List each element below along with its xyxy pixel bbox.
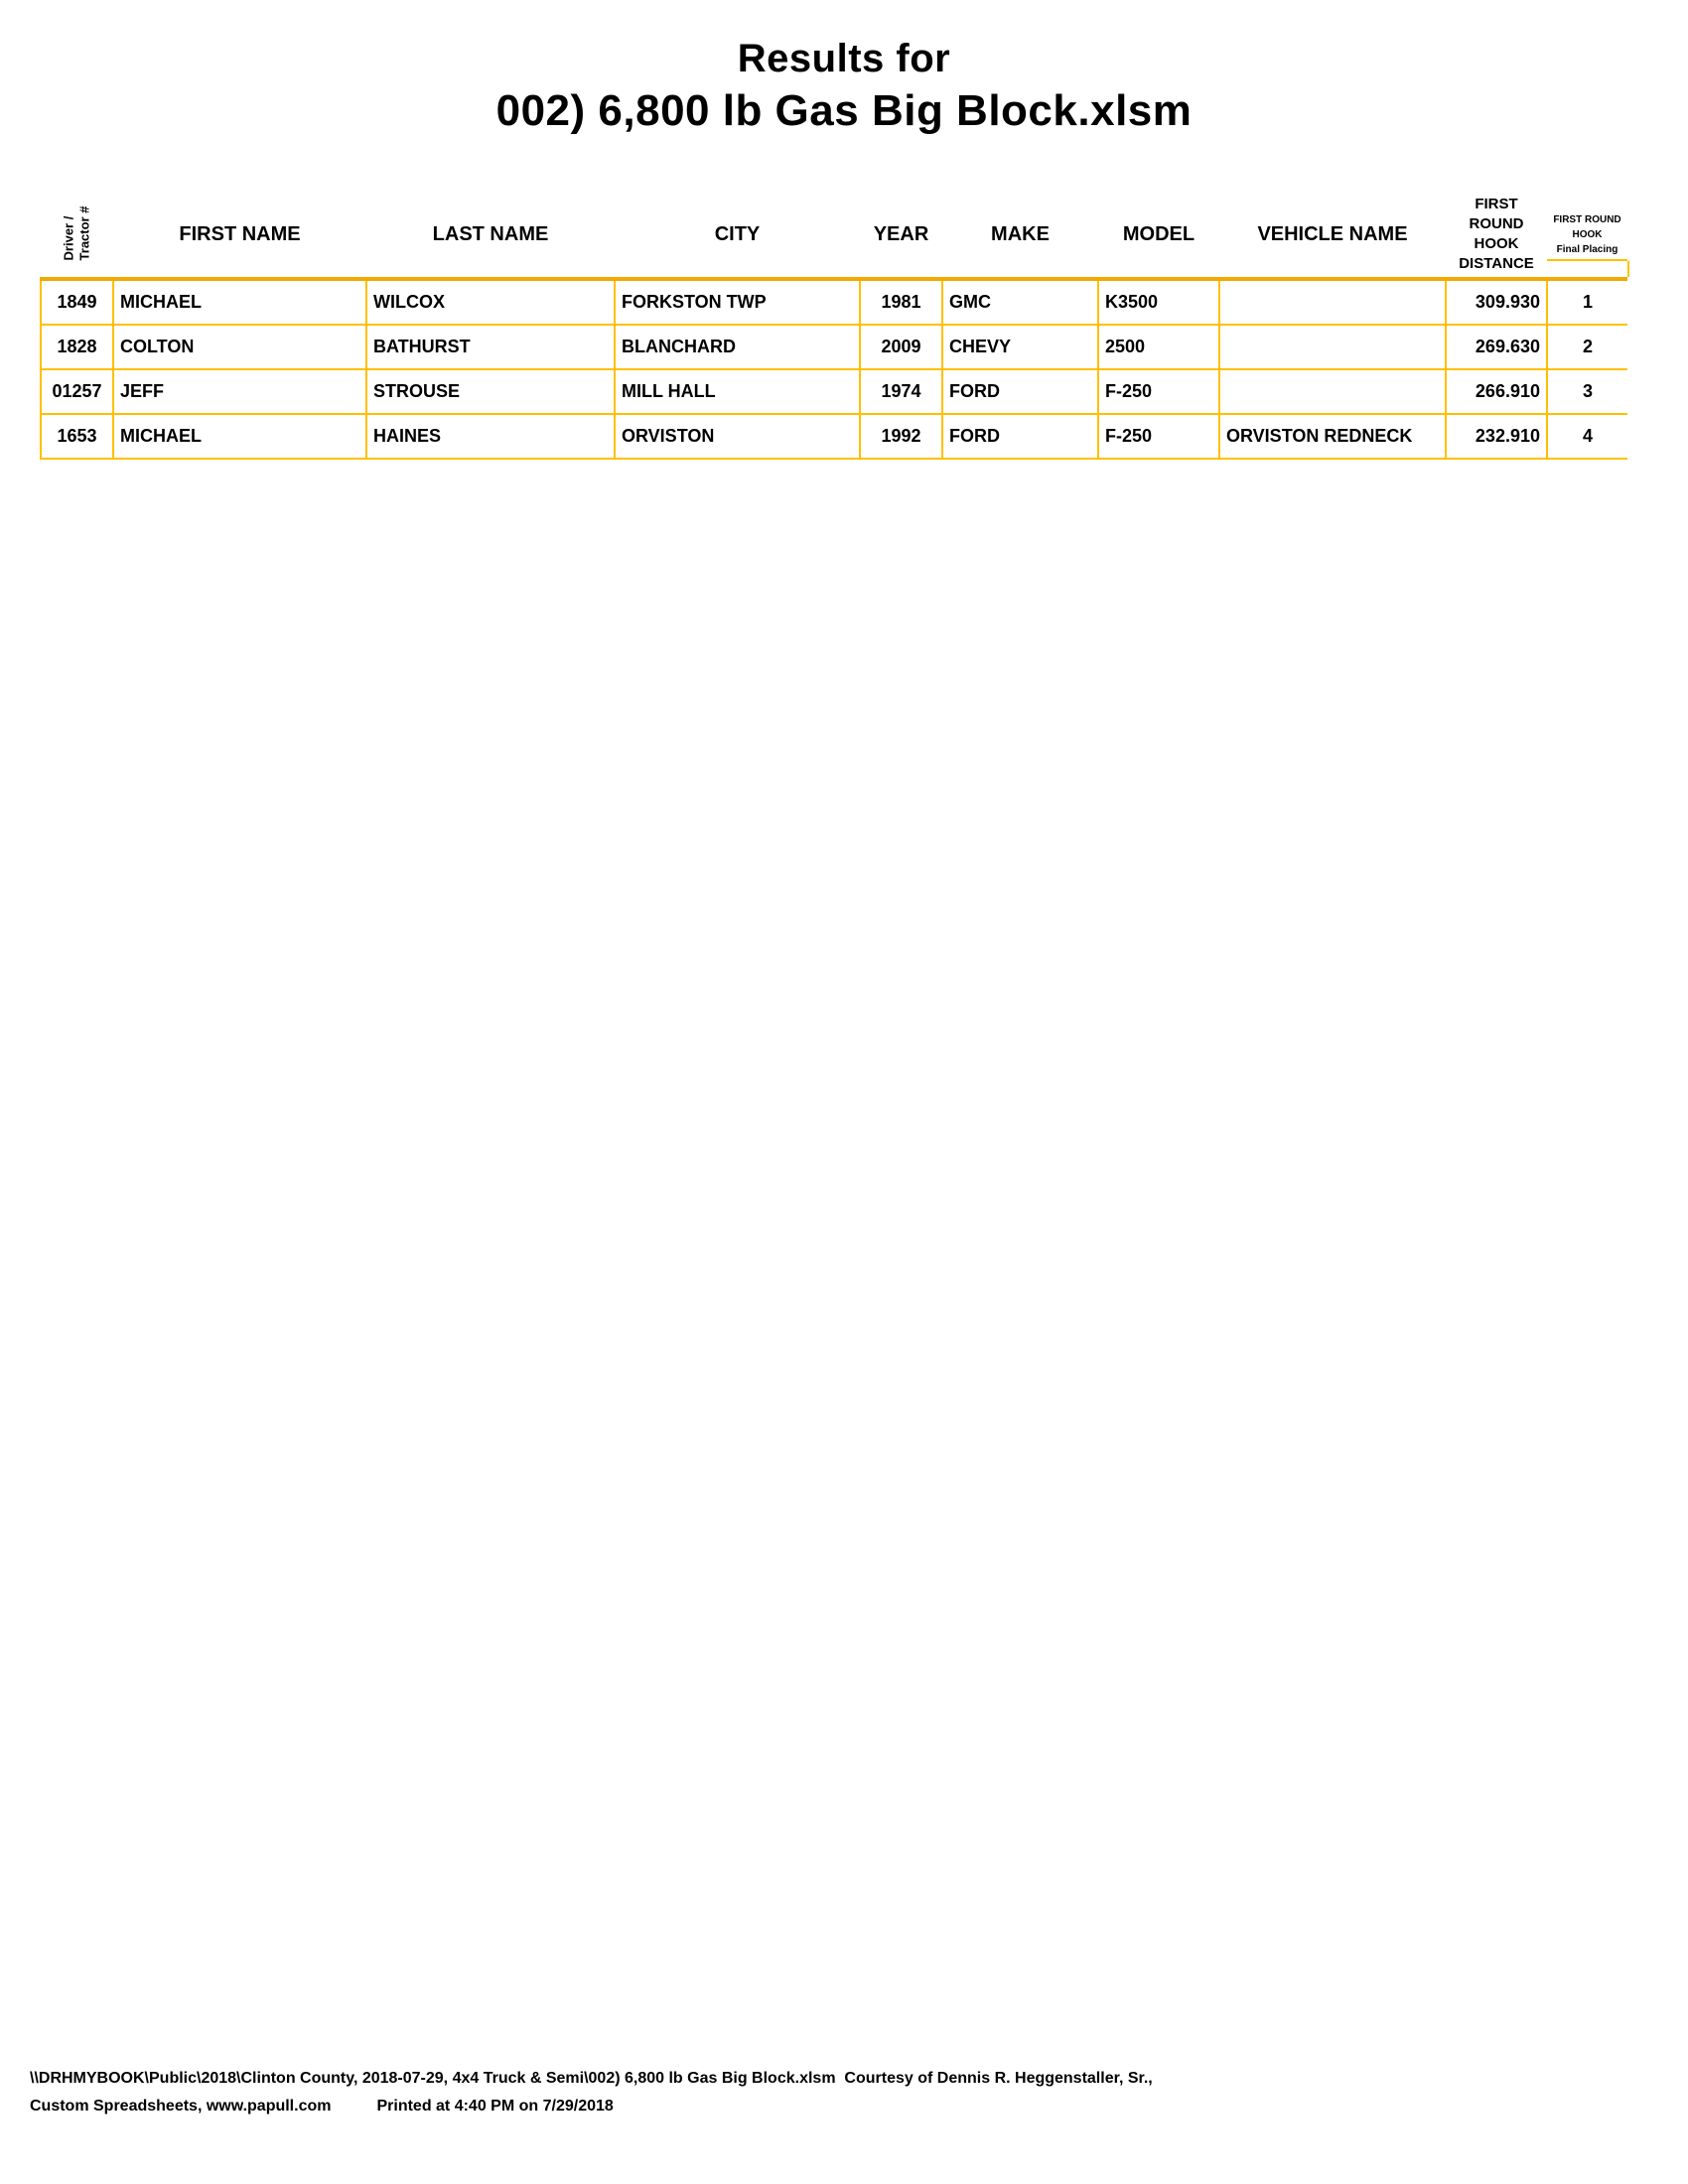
cell-make: FORD [942, 369, 1098, 414]
cell-hook-distance: 232.910 [1446, 414, 1547, 459]
cell-year: 2009 [860, 325, 942, 369]
cell-last-name: HAINES [366, 414, 615, 459]
cell-last-name: WILCOX [366, 279, 615, 325]
table-row [41, 279, 1627, 325]
header-last-name: LAST NAME [366, 192, 615, 279]
header-first-round-hook-distance: FIRST ROUND HOOK DISTANCE [1446, 192, 1547, 279]
header-first-round-hook-final-placing: FIRST ROUND HOOK Final Placing [1547, 192, 1627, 279]
cell-vehicle-name [1219, 369, 1446, 414]
cell-last-name: STROUSE [366, 369, 615, 414]
cell-city: ORVISTON [615, 414, 860, 459]
cell-final-placing: 3 [1547, 369, 1627, 414]
cell-final-placing: 4 [1547, 414, 1627, 459]
cell-driver-number: 01257 [41, 369, 113, 414]
cell-first-name: JEFF [113, 369, 366, 414]
cell-make: CHEVY [942, 325, 1098, 369]
cell-model: F-250 [1098, 369, 1219, 414]
results-table [40, 192, 1627, 460]
driver-tractor-rotated-label: Driver / Tractor # [61, 205, 92, 261]
cell-driver-number: 1653 [41, 414, 113, 459]
header-year: YEAR [860, 192, 942, 279]
cell-model: 2500 [1098, 325, 1219, 369]
footer-line2 [30, 2097, 1668, 2116]
cell-last-name: BATHURST [366, 325, 615, 369]
table-row [41, 414, 1627, 459]
cell-final-placing: 1 [1547, 279, 1627, 325]
table-row [41, 325, 1627, 369]
cell-year: 1992 [860, 414, 942, 459]
header-city: CITY [615, 192, 860, 279]
cell-hook-distance: 309.930 [1446, 279, 1547, 325]
header-make: MAKE [942, 192, 1098, 279]
report-subtitle-filename: 002) 6,800 lb Gas Big Block.xlsm [495, 86, 1193, 135]
footer [30, 2069, 1668, 2116]
cell-final-placing: 2 [1547, 325, 1627, 369]
header-model: MODEL [1098, 192, 1219, 279]
cell-driver-number: 1849 [41, 279, 113, 325]
header-driver-tractor-number [41, 192, 113, 279]
report-title-block [0, 36, 1688, 137]
cell-vehicle-name [1219, 325, 1446, 369]
header-vehicle-name: VEHICLE NAME [1219, 192, 1446, 279]
cell-city: BLANCHARD [615, 325, 860, 369]
cell-first-name: MICHAEL [113, 279, 366, 325]
cell-first-name: COLTON [113, 325, 366, 369]
cell-hook-distance: 269.630 [1446, 325, 1547, 369]
cell-vehicle-name [1219, 279, 1446, 325]
cell-driver-number: 1828 [41, 325, 113, 369]
cell-model: K3500 [1098, 279, 1219, 325]
cell-make: GMC [942, 279, 1098, 325]
footer-credit: Custom Spreadsheets, www.papull.com [30, 2098, 332, 2115]
footer-printed-timestamp: Printed at 4:40 PM on 7/29/2018 [376, 2098, 614, 2115]
cell-year: 1981 [860, 279, 942, 325]
cell-model: F-250 [1098, 414, 1219, 459]
cell-hook-distance: 266.910 [1446, 369, 1547, 414]
cell-city: MILL HALL [615, 369, 860, 414]
header-first-name: FIRST NAME [113, 192, 366, 279]
footer-file-path: \\DRHMYBOOK\Public\2018\Clinton County, 2018-07-29, 4x4 Truck & Semi\002) 6,800 lb Gas Big Block.xlsm Courtesy of Dennis R. Heggenstaller, Sr., [30, 2070, 1153, 2087]
cell-make: FORD [942, 414, 1098, 459]
table-row [41, 369, 1627, 414]
cell-city: FORKSTON TWP [615, 279, 860, 325]
cell-year: 1974 [860, 369, 942, 414]
header-row [41, 192, 1627, 279]
cell-first-name: MICHAEL [113, 414, 366, 459]
cell-vehicle-name: ORVISTON REDNECK [1219, 414, 1446, 459]
report-title: Results for [737, 37, 951, 80]
